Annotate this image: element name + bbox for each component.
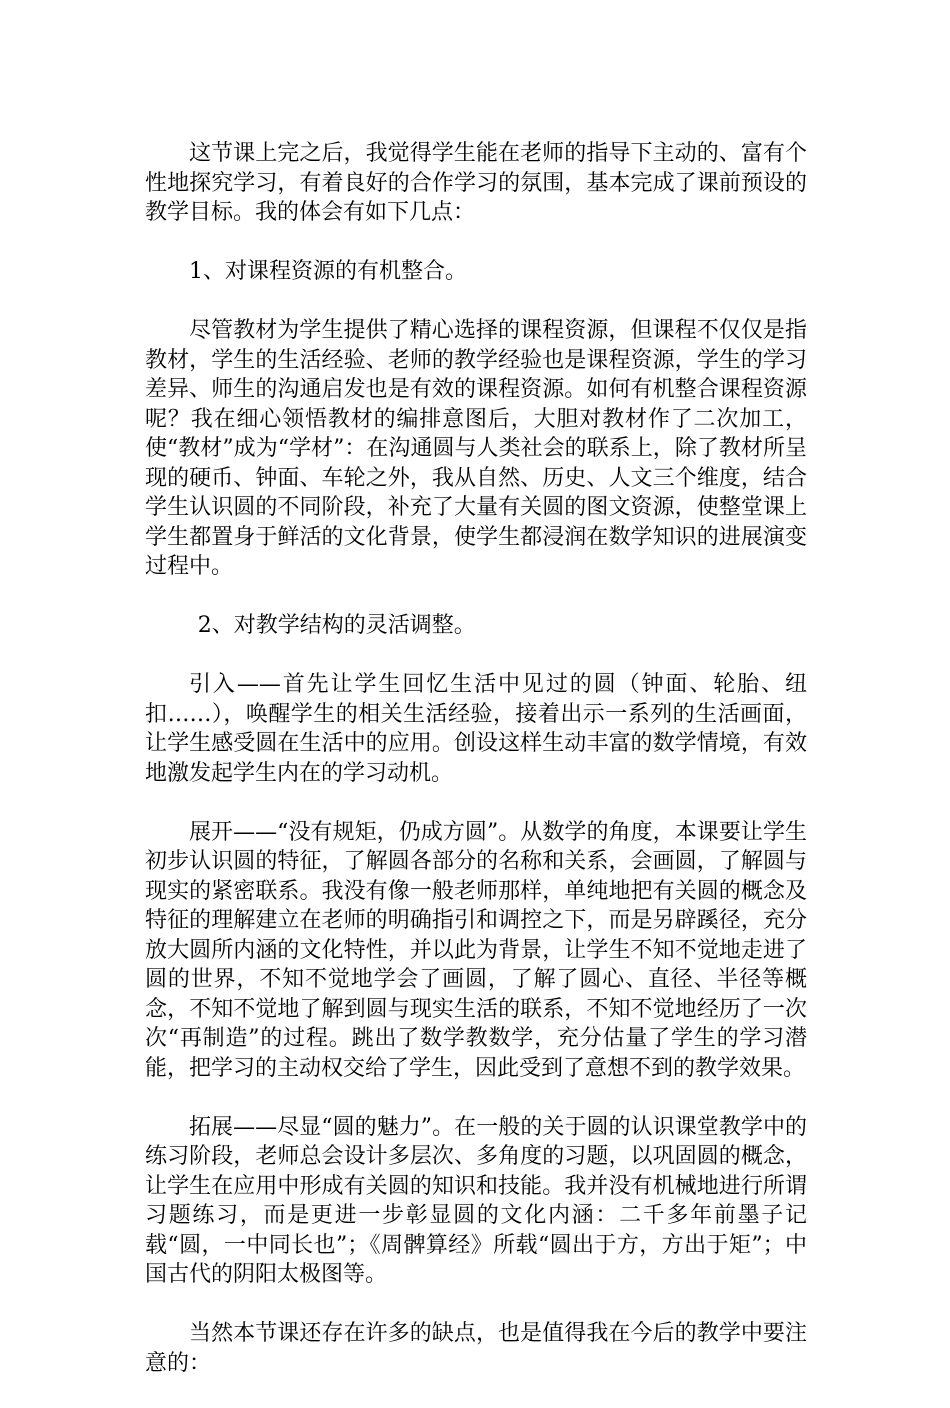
paragraph-extension-phase: 拓展——尽显“圆的魅力”。在一般的关于圆的认识课堂教学中的练习阶段，老师总会设计多层次、多角度的习题，以巩固圆的概念，让学生在应用中形成有关圆的知识和技能。我并没有机械地进行所谓习题练习，而是更进一步彰显圆的文化内涵：二千多年前墨子记载“圆，一中同长也”；《周髀算经》所载“圆出于方，方出于矩”；中国古代的阴阳太极图等。 xyxy=(145,1114,807,1287)
paragraph-introduction-phase: 引入——首先让学生回忆生活中见过的圆（钟面、轮胎、纽扣……），唤醒学生的相关生活经验，接着出示一系列的生活画面，让学生感受圆在生活中的应用。创设这样生动丰富的数学情境，有效地激发起学生内在的学习动机。 xyxy=(145,672,807,786)
document-body xyxy=(145,139,807,1408)
heading-point-1: 1、对课程资源的有机整合。 xyxy=(189,259,467,284)
paragraph-development-phase: 展开——“没有规矩，仍成方圆”。从数学的角度，本课要让学生初步认识圆的特征，了解圆各部分的名称和关系，会画圆，了解圆与现实的紧密联系。我没有像一般老师那样，单纯地把有关圆的概念及特征的理解建立在老师的明确指引和调控之下，而是另辟蹊径，充分放大圆所内涵的文化特性，并以此为背景，让学生不知不觉地走进了圆的世界，不知不觉地学会了画圆，了解了圆心、直径、半径等概念，不知不觉地了解到圆与现实生活的联系，不知不觉地经历了一次次“再制造”的过程。跳出了数学教数学，充分估量了学生的学习潜能，把学习的主动权交给了学生，因此受到了意想不到的教学效果。 xyxy=(145,819,807,1081)
heading-point-2: 2、对教学结构的灵活调整。 xyxy=(197,613,476,638)
paragraph-resources: 尽管教材为学生提供了精心选择的课程资源，但课程不仅仅是指教材，学生的生活经验、老师的教学经验也是课程资源，学生的学习差异、师生的沟通启发也是有效的课程资源。如何有机整合课程资源呢？我在细心领悟教材的编排意图后，大胆对教材作了二次加工，使“教材”成为“学材”：在沟通圆与人类社会的联系上，除了教材所呈现的硬币、钟面、车轮之外，我从自然、历史、人文三个维度，结合学生认识圆的不同阶段，补充了大量有关圆的图文资源，使整堂课上学生都置身于鲜活的文化背景，使学生都浸润在数学知识的进展演变过程中。 xyxy=(145,318,807,579)
paragraph-intro: 这节课上完之后，我觉得学生能在老师的指导下主动的、富有个性地探究学习，有着良好的合作学习的氛围，基本完成了课前预设的教学目标。我的体会有如下几点： xyxy=(145,141,807,225)
paragraph-shortcomings: 当然本节课还存在许多的缺点，也是值得我在今后的教学中要注意的： xyxy=(145,1321,807,1376)
